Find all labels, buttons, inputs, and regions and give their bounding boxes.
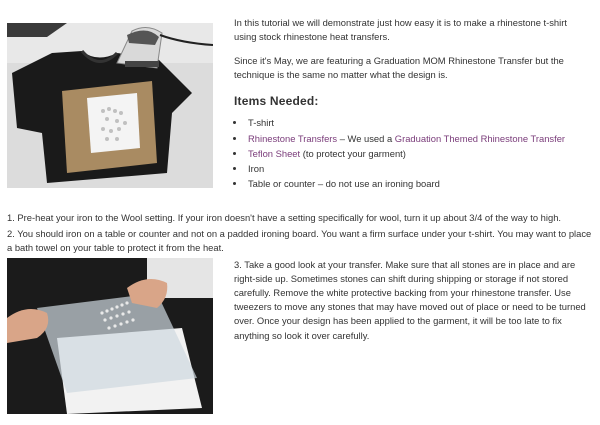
list-item [246, 132, 589, 146]
item-text: Iron [248, 162, 265, 174]
item-text: T-shirt [248, 117, 275, 129]
item-text: (to protect your garment) [300, 147, 406, 159]
items-needed-heading: Items Needed: [234, 94, 319, 109]
tshirt-iron-photo [7, 23, 213, 188]
step-1: 1. Pre-heat your iron to the Wool setting. If your iron doesn't have a setting specifically for wool, turn it up about 3/4 of the way to high. [7, 212, 562, 223]
list-item [246, 116, 589, 130]
list-item [246, 147, 589, 161]
rhinestone-transfers-link[interactable]: Rhinestone Transfers [248, 132, 338, 144]
teflon-sheet-link[interactable]: Teflon Sheet [248, 147, 301, 159]
steps-1-2 [7, 211, 593, 257]
step-3-block [234, 258, 588, 343]
item-text: Table or counter – do not use an ironing board [248, 177, 440, 189]
intro-paragraph-2: Since it's May, we are featuring a Graduation MOM Rhinestone Transfer but the technique is the same no matter what the design is. [234, 55, 564, 81]
graduation-transfer-link[interactable]: Graduation Themed Rhinestone Transfer [394, 132, 566, 144]
intro-paragraph-1: In this tutorial we will demonstrate just how easy it is to make a rhinestone t-shirt using stock rhinestone heat transfers. [234, 17, 567, 43]
list-item [246, 162, 589, 176]
items-needed-list [234, 116, 589, 191]
step-3: 3. Take a good look at your transfer. Make sure that all stones are in place and are right-side up. Sometimes stones can shift during shipping or storage if not stored carefully. Remove the white protective backing from your rhinestone transfer. Use tweezers to move any stones that may have moved out of place or need to be turned over. Once your design has been applied to the garment, it will be too late to fix anything so look it over carefully. [234, 259, 586, 341]
step-2: 2. You should iron on a table or counter and not on a padded ironing board. You want a firm surface under your t-shirt. You may want to place a bath towel on your table to protect it from the heat. [7, 228, 592, 254]
item-text: – We used a [337, 132, 395, 144]
intro-column [234, 16, 589, 192]
list-item [246, 177, 589, 191]
transfer-hands-photo [7, 258, 213, 414]
